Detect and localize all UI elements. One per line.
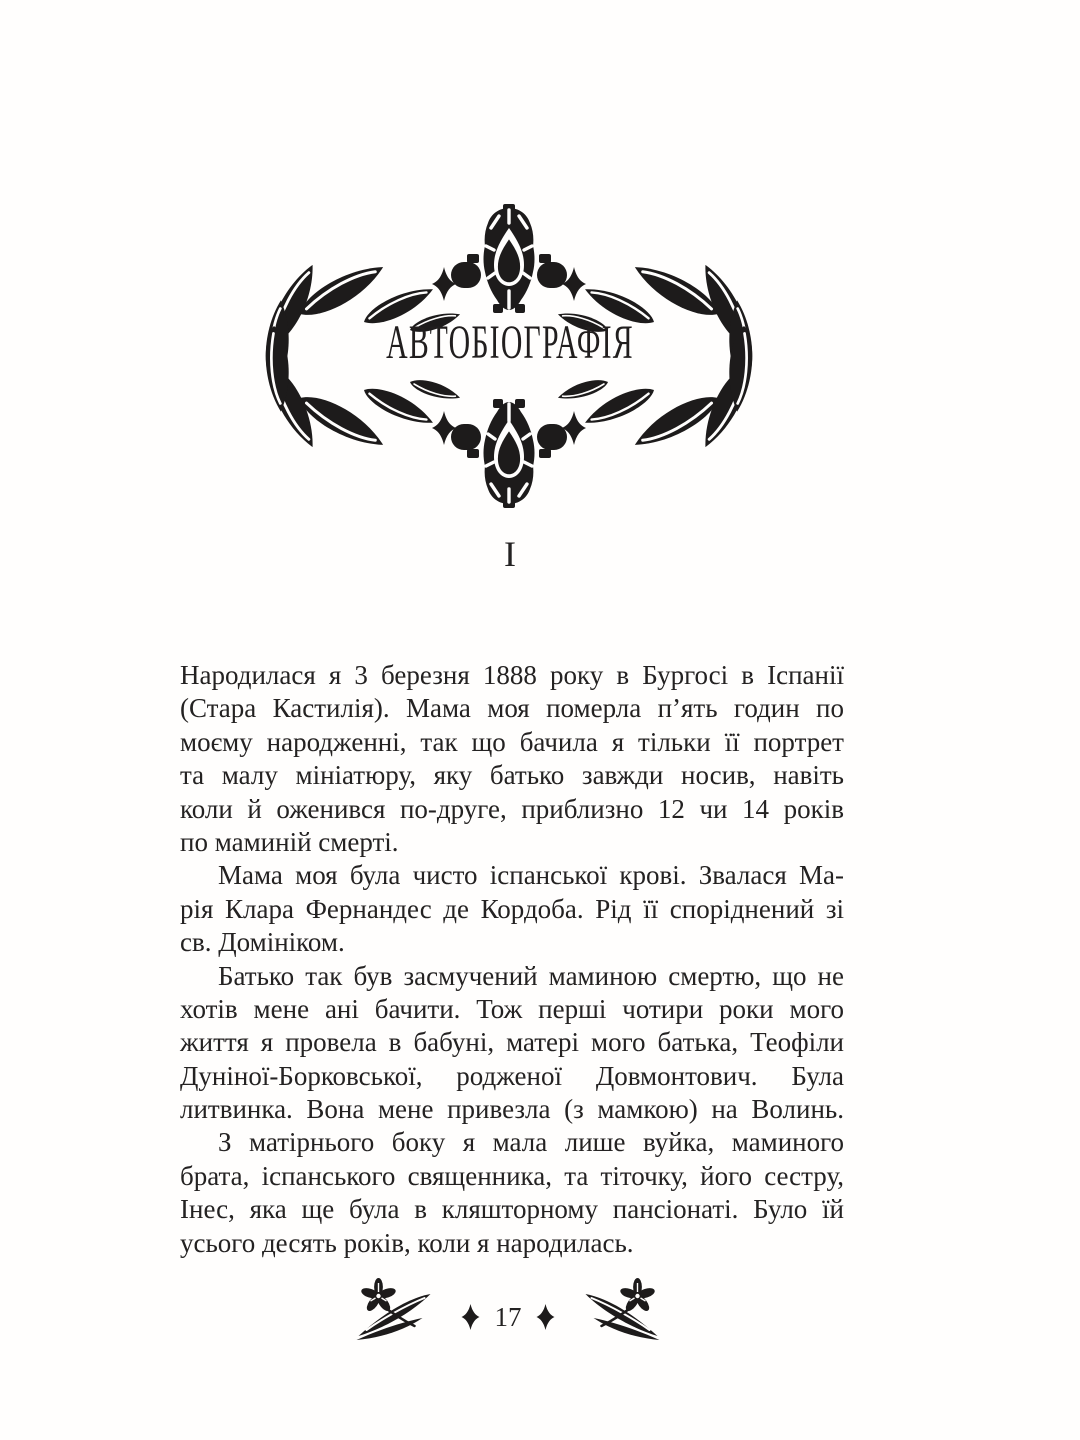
body-line: Мама моя була чисто іспанської крові. Звалася Ма-: [218, 860, 844, 891]
paragraph: [180, 1126, 844, 1260]
paragraph: [180, 859, 844, 959]
footer-diamond-right-icon: [536, 1303, 556, 1331]
body-line: З матірнього боку я мала лише вуйка, маминого: [218, 1127, 844, 1158]
footer-flower-left-icon: [351, 1282, 439, 1348]
footer-flower-right-icon: [578, 1282, 666, 1348]
body-line: усього десять років, коли я народилась.: [180, 1227, 634, 1258]
body-line: Дуніної-Борковської, родженої Довмонтович. Була: [180, 1060, 844, 1091]
body-line: (Стара Кастилія). Мама моя померла п’ять годин по: [180, 693, 844, 724]
body-line: моєму народженні, так що бачила я тільки її портрет: [180, 726, 844, 757]
jewel-ornament-bottom: [451, 399, 567, 508]
body-line: та малу мініатюру, яку батько завжди носив, навіть: [180, 760, 844, 791]
body-line: коли й оженився по-друге, приблизно 12 чи 14 років: [180, 793, 844, 824]
body-line: по маминій смерті.: [180, 826, 399, 857]
body-line: литвинка. Вона мене привезла (з мамкою) на Волинь.: [180, 1094, 844, 1125]
paragraph: [180, 960, 844, 1127]
page-number: 17: [494, 1301, 522, 1332]
text-block: [180, 659, 844, 1260]
paragraph: [180, 659, 844, 859]
body-line: Народилася я 3 березня 1888 року в Бургосі в Іспанії: [180, 660, 844, 690]
body-line: рія Клара Фернандес де Кордоба. Рід її споріднений зі: [180, 893, 844, 924]
body-line: хотів мене ані бачити. Тож перші чотири роки мого: [180, 993, 844, 1024]
body-line: Інес, яка ще була в кляшторному пансіонаті. Було їй: [180, 1194, 844, 1225]
body-line: Батько так був засмучений маминою смертю, що не: [218, 960, 844, 991]
section-numeral: I: [504, 534, 516, 574]
footer-diamond-left-icon: [461, 1303, 481, 1331]
page-title: АВТОБІОГРАФІЯ: [386, 316, 634, 369]
body-line: життя я провела в бабуні, матері мого батька, Теофіли: [180, 1027, 844, 1058]
jewel-ornament-top: [451, 204, 567, 313]
body-line: брата, іспанського священника, та тіточку, його сестру,: [180, 1160, 844, 1191]
footer: [351, 1280, 666, 1350]
body-line: св. Домініком.: [180, 927, 345, 958]
